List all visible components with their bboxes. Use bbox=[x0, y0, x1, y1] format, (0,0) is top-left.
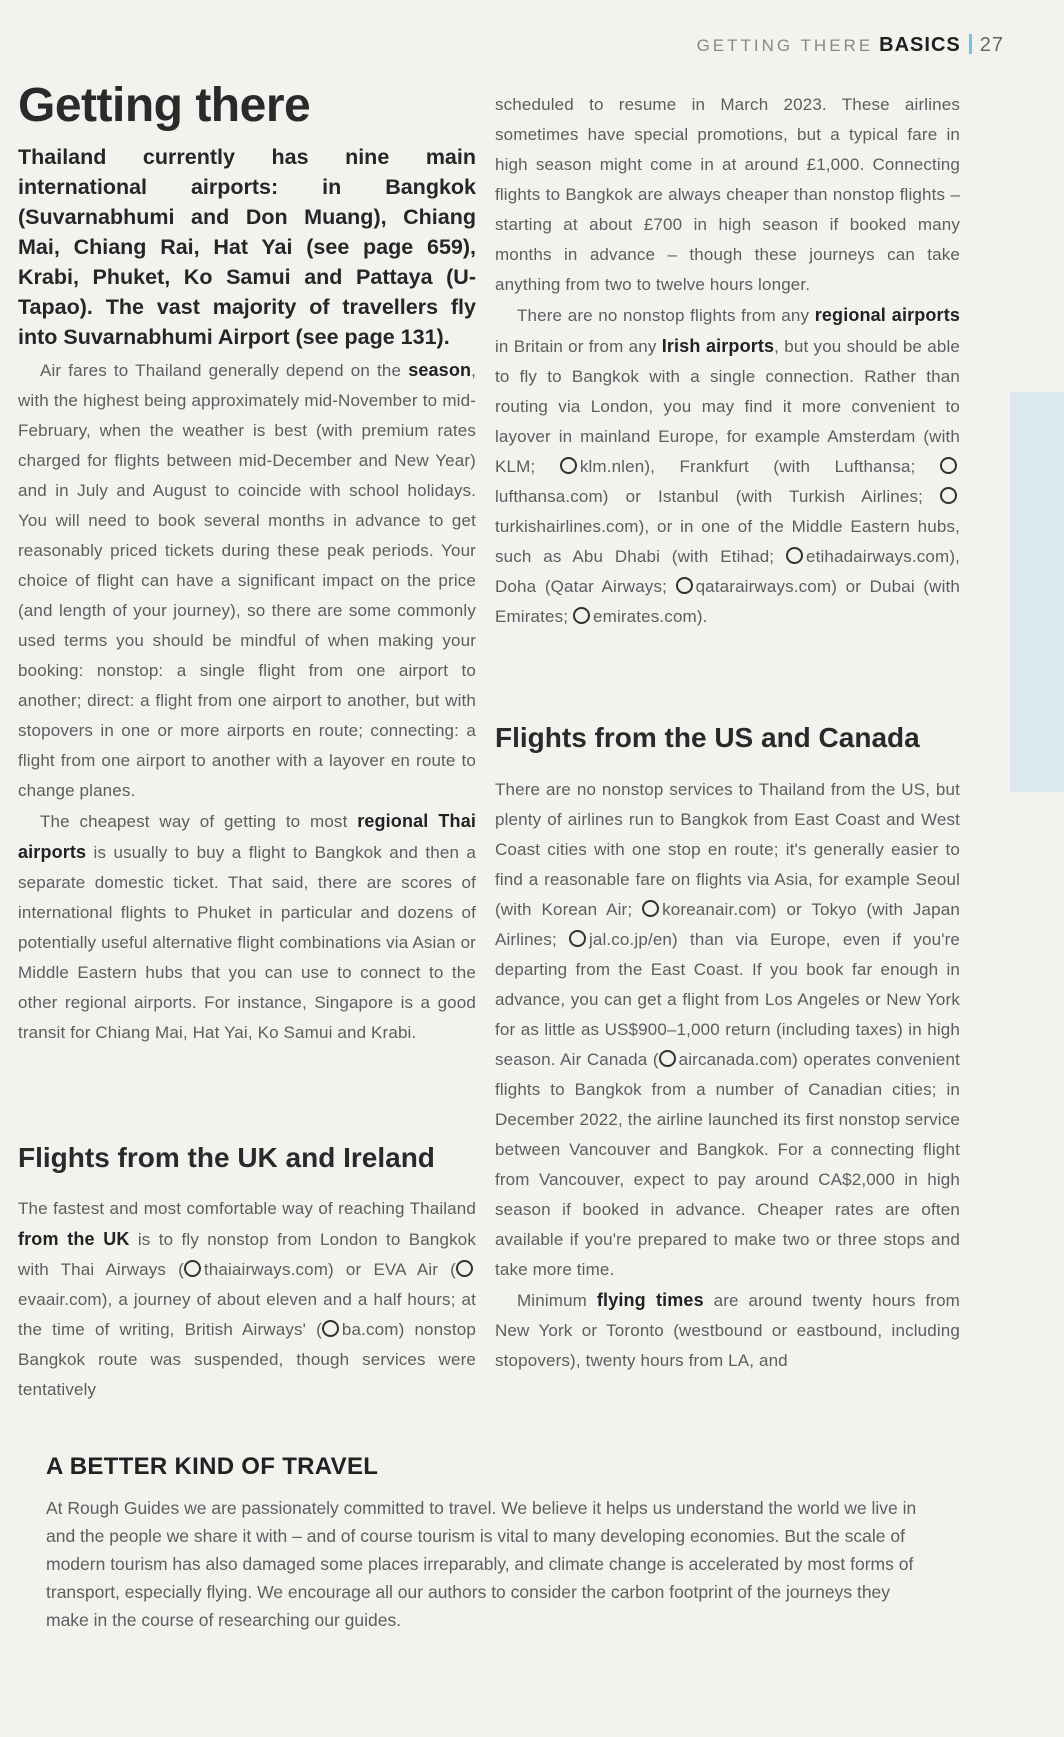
link-emirates[interactable]: emirates.com bbox=[593, 607, 697, 626]
heading-uk-ireland: Flights from the UK and Ireland bbox=[18, 1142, 435, 1173]
keyword-irish-airports: Irish airports bbox=[661, 336, 775, 356]
uk-continued-paragraph: scheduled to resume in March 2023. These airlines sometimes have special promotions, but a typical fare in high season might come in at around £1,000. Connecting flights to Bangkok are always cheaper than nonstop flights – starting at about £700 in high season if booked many months in advance – though these journeys can take anything from two to twelve hours longer. bbox=[495, 95, 960, 294]
link-klm[interactable]: klm.nl bbox=[579, 457, 626, 476]
web-icon bbox=[642, 900, 659, 917]
link-koreanair[interactable]: koreanair.com bbox=[662, 900, 771, 919]
web-icon bbox=[560, 457, 577, 474]
web-icon bbox=[659, 1050, 676, 1067]
keyword-flying-times: flying times bbox=[596, 1290, 704, 1310]
chapter-side-tab bbox=[1010, 392, 1064, 792]
web-icon bbox=[940, 457, 957, 474]
keyword-from-the-uk: from the UK bbox=[18, 1229, 130, 1249]
accent-bar bbox=[969, 34, 972, 54]
keyword-regional-thai-airports: regional Thai airports bbox=[18, 811, 477, 862]
link-lufthansa[interactable]: lufthansa.com bbox=[495, 487, 603, 506]
running-head-part: BASICS bbox=[879, 34, 961, 56]
web-icon bbox=[569, 930, 586, 947]
keyword-season: season bbox=[408, 360, 472, 380]
season-paragraph: Air fares to Thailand generally depend on the season, with the highest being approximately mid-November to mid-February, when the weather is best (with premium rates charged for flights between mid-December and New Year) and in July and August to coincide with school holidays. You will need to book several months in advance to get reasonably priced tickets during these peak periods. Your choice of flight can have a significant impact on the price (and length of your journey), so there are some commonly used terms you should be mindful of when making your booking: nonstop: a single flight from one airport to another; direct: a flight from one airport to another, but with stopovers in one or more airports en route; connecting: a flight from one airport to another with a layover en route to change planes. bbox=[18, 360, 476, 800]
web-icon bbox=[322, 1320, 339, 1337]
web-icon bbox=[786, 547, 803, 564]
regional-airports-paragraph: There are no nonstop flights from any regional airports in Britain or from any Irish airports, but you should be able to fly to Bangkok with a single connection. Rather than routing via London, you may find it more convenient to layover in mainland Europe, for example Amsterdam (with KLM; klm.nlen), Frankfurt (with Lufthansa; lufthansa.com) or Istanbul (with Turkish Airlines; turkishairlines.com), or in one of the Middle Eastern hubs, such as Abu Dhabi (with Etihad; etihadairways.com), Doha (Qatar Airways; qatarairways.com) or Dubai (with Emirates; emirates.com). bbox=[495, 305, 961, 626]
left-column bbox=[18, 355, 476, 1048]
page-number: 27 bbox=[979, 34, 1004, 56]
left-column-uk bbox=[18, 1194, 476, 1405]
regional-paragraph: The cheapest way of getting to most regional Thai airports is usually to buy a flight to Bangkok and then a separate domestic ticket. That said, there are scores of international flights to Phuket in particular and dozens of potentially useful alternative flight combinations via Asian or Middle Eastern hubs that you can use to connect to the other regional airports. For instance, Singapore is a good transit for Chiang Mai, Hat Yai, Ko Samui and Krabi. bbox=[18, 811, 477, 1042]
web-icon bbox=[184, 1260, 201, 1277]
web-icon bbox=[573, 607, 590, 624]
uk-paragraph: The fastest and most comfortable way of reaching Thailand from the UK is to fly nonstop from London to Bangkok with Thai Airways ( thaiairways.com) or EVA Air (evaair.com), a journey of about eleven and a half hours; at the time of writing, British Airways' ( ba.com) nonstop Bangkok route was suspended, though services were tentatively bbox=[18, 1199, 476, 1399]
link-thaiairways[interactable]: thaiairways.com bbox=[203, 1260, 329, 1279]
web-icon bbox=[676, 577, 693, 594]
right-column bbox=[495, 90, 960, 632]
page-title: Getting there bbox=[18, 79, 311, 132]
link-etihad[interactable]: etihadairways.com bbox=[805, 547, 950, 566]
web-icon bbox=[456, 1260, 473, 1277]
link-turkishairlines[interactable]: turkishairlines.com bbox=[495, 517, 639, 536]
link-jal[interactable]: jal.co.jp/en bbox=[588, 930, 673, 949]
callout-heading: A BETTER KIND OF TRAVEL bbox=[46, 1453, 379, 1480]
running-head bbox=[697, 34, 1004, 57]
flying-times-paragraph: Minimum flying times are around twenty hours from New York or Toronto (westbound or eastbound, including stopovers), twenty hours from LA, and bbox=[495, 1290, 960, 1370]
link-aircanada[interactable]: aircanada.com bbox=[678, 1050, 793, 1069]
callout-text: At Rough Guides we are passionately committed to travel. We believe it helps us understand the world we live in and the people we share it with – and of course tourism is vital to many developing economies. But the scale of modern tourism has also damaged some places irreparably, and climate change is accelerated by most forms of transport, especially flying. We encourage all our authors to consider the carbon footprint of the journeys they make in the course of researching our guides. bbox=[46, 1498, 917, 1630]
link-evaair[interactable]: evaair.com bbox=[18, 1290, 102, 1309]
intro-paragraph: Thailand currently has nine main international airports: in Bangkok (Suvarnabhumi and Don Muang), Chiang Mai, Chiang Rai, Hat Yai (see page 659), Krabi, Phuket, Ko Samui and Pattaya (U-Tapao). The vast majority of travellers fly into Suvarnabhumi Airport (see page 131). bbox=[18, 145, 476, 349]
keyword-regional-airports: regional airports bbox=[814, 305, 960, 325]
us-paragraph: There are no nonstop services to Thailand from the US, but plenty of airlines run to Bangkok from East Coast and West Coast cities with one stop en route; it's generally easier to find a reasonable fare on flights via Asia, for example Seoul (with Korean Air; koreanair.com) or Tokyo (with Japan Airlines; jal.co.jp/en) than via Europe, even if you're departing from the East Coast. If you book far enough in advance, you can get a flight from Los Angeles or New York for as little as US$900–1,000 return (including taxes) in high season. Air Canada ( aircanada.com) operates convenient flights to Bangkok from a number of Canadian cities; in December 2022, the airline launched its first nonstop service between Vancouver and Bangkok. For a connecting flight from Vancouver, expect to pay around CA$2,000 in high season if booked in advance. Cheaper rates are often available if you're prepared to make two or three stops and take more time. bbox=[495, 780, 961, 1279]
link-ba[interactable]: ba.com bbox=[341, 1320, 399, 1339]
running-head-section: GETTING THERE bbox=[696, 36, 874, 55]
right-column-us bbox=[495, 775, 960, 1376]
web-icon bbox=[940, 487, 957, 504]
link-qatarairways[interactable]: qatarairways.com bbox=[695, 577, 832, 596]
heading-us-canada: Flights from the US and Canada bbox=[495, 722, 920, 753]
